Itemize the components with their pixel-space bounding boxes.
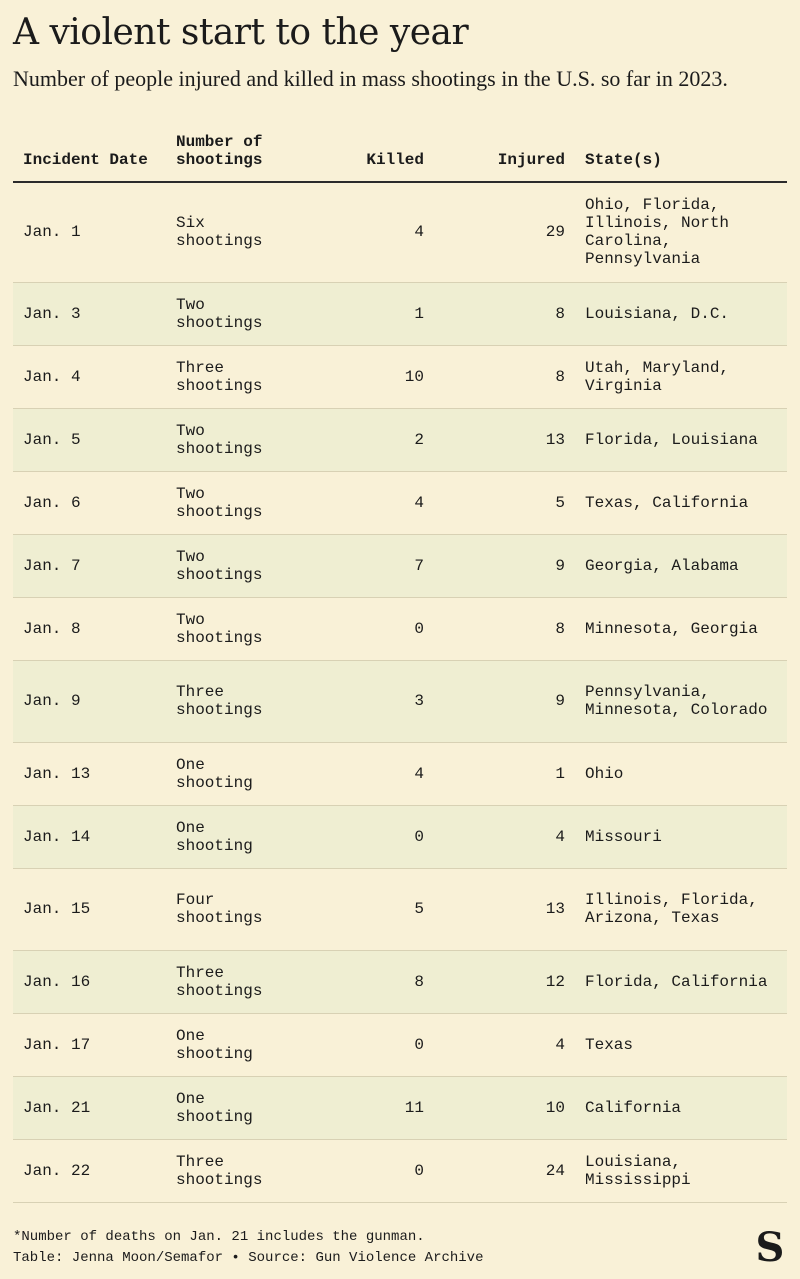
injured-cell: 4	[434, 1013, 575, 1076]
incident-date-cell: Jan. 15	[13, 868, 166, 950]
killed-cell: 0	[300, 1139, 434, 1202]
killed-cell: 4	[300, 742, 434, 805]
injured-cell: 10	[434, 1076, 575, 1139]
shootings-cell: Three shootings	[166, 660, 300, 742]
killed-cell: 0	[300, 597, 434, 660]
injured-cell: 8	[434, 282, 575, 345]
killed-cell: 10	[300, 345, 434, 408]
header-states: State(s)	[575, 120, 787, 182]
killed-cell: 8	[300, 950, 434, 1013]
incident-date-cell: Jan. 5	[13, 408, 166, 471]
killed-cell: 0	[300, 1013, 434, 1076]
injured-cell: 29	[434, 182, 575, 282]
table-row	[13, 1013, 787, 1076]
chart-subtitle: Number of people injured and killed in mass shootings in the U.S. so far in 2023.	[13, 66, 728, 91]
shootings-cell: Three shootings	[166, 1139, 300, 1202]
injured-cell: 4	[434, 805, 575, 868]
table-row	[13, 868, 787, 950]
table-row	[13, 805, 787, 868]
shootings-cell: One shooting	[166, 805, 300, 868]
states-cell: Ohio	[575, 742, 787, 805]
table-row	[13, 1139, 787, 1202]
killed-cell: 0	[300, 805, 434, 868]
incident-date-cell: Jan. 22	[13, 1139, 166, 1202]
shootings-cell: Six shootings	[166, 182, 300, 282]
shootings-cell: One shooting	[166, 1013, 300, 1076]
shootings-cell: One shooting	[166, 1076, 300, 1139]
incident-date-cell: Jan. 3	[13, 282, 166, 345]
incident-date-cell: Jan. 14	[13, 805, 166, 868]
table-row	[13, 1076, 787, 1139]
incident-date-cell: Jan. 7	[13, 534, 166, 597]
semafor-logo	[752, 1228, 788, 1264]
incident-date-cell: Jan. 17	[13, 1013, 166, 1076]
states-cell: Texas	[575, 1013, 787, 1076]
states-cell: Florida, Louisiana	[575, 408, 787, 471]
header-killed: Killed	[300, 120, 434, 182]
incident-date-cell: Jan. 4	[13, 345, 166, 408]
states-cell: Louisiana, D.C.	[575, 282, 787, 345]
table-row	[13, 534, 787, 597]
states-cell: Missouri	[575, 805, 787, 868]
shootings-cell: Two shootings	[166, 282, 300, 345]
table-row	[13, 471, 787, 534]
injured-cell: 9	[434, 660, 575, 742]
killed-cell: 11	[300, 1076, 434, 1139]
shootings-cell: Two shootings	[166, 597, 300, 660]
table-row	[13, 282, 787, 345]
table-body	[13, 182, 787, 1202]
injured-cell: 12	[434, 950, 575, 1013]
injured-cell: 8	[434, 345, 575, 408]
killed-cell: 1	[300, 282, 434, 345]
killed-cell: 3	[300, 660, 434, 742]
injured-cell: 9	[434, 534, 575, 597]
shootings-cell: Three shootings	[166, 345, 300, 408]
shootings-cell: One shooting	[166, 742, 300, 805]
killed-cell: 5	[300, 868, 434, 950]
incident-date-cell: Jan. 9	[13, 660, 166, 742]
table-header-row	[13, 120, 787, 182]
states-cell: California	[575, 1076, 787, 1139]
states-cell: Louisiana, Mississippi	[575, 1139, 787, 1202]
injured-cell: 8	[434, 597, 575, 660]
table-row	[13, 950, 787, 1013]
table-row	[13, 345, 787, 408]
incident-date-cell: Jan. 16	[13, 950, 166, 1013]
shootings-cell: Two shootings	[166, 471, 300, 534]
footnote: *Number of deaths on Jan. 21 includes the gunman.	[13, 1229, 425, 1245]
table-row	[13, 660, 787, 742]
shootings-table	[13, 120, 787, 1203]
injured-cell: 1	[434, 742, 575, 805]
states-cell: Utah, Maryland, Virginia	[575, 345, 787, 408]
header-number-of-shootings: Number of shootings	[166, 120, 300, 182]
header-incident-date: Incident Date	[13, 120, 166, 182]
table-row	[13, 742, 787, 805]
states-cell: Minnesota, Georgia	[575, 597, 787, 660]
shootings-cell: Three shootings	[166, 950, 300, 1013]
injured-cell: 5	[434, 471, 575, 534]
credit-line: Table: Jenna Moon/Semafor • Source: Gun Violence Archive	[13, 1250, 484, 1266]
shootings-cell: Four shootings	[166, 868, 300, 950]
incident-date-cell: Jan. 6	[13, 471, 166, 534]
killed-cell: 4	[300, 471, 434, 534]
states-cell: Ohio, Florida, Illinois, North Carolina, Pennsylvania	[575, 182, 787, 282]
states-cell: Florida, California	[575, 950, 787, 1013]
header-injured: Injured	[434, 120, 575, 182]
shootings-cell: Two shootings	[166, 534, 300, 597]
table-row	[13, 597, 787, 660]
killed-cell: 2	[300, 408, 434, 471]
killed-cell: 4	[300, 182, 434, 282]
injured-cell: 13	[434, 868, 575, 950]
states-cell: Illinois, Florida, Arizona, Texas	[575, 868, 787, 950]
states-cell: Georgia, Alabama	[575, 534, 787, 597]
incident-date-cell: Jan. 21	[13, 1076, 166, 1139]
chart-title: A violent start to the year	[13, 12, 469, 53]
states-cell: Texas, California	[575, 471, 787, 534]
injured-cell: 24	[434, 1139, 575, 1202]
table-row	[13, 408, 787, 471]
killed-cell: 7	[300, 534, 434, 597]
incident-date-cell: Jan. 8	[13, 597, 166, 660]
notes	[13, 1227, 483, 1269]
injured-cell: 13	[434, 408, 575, 471]
logo-letter: S	[755, 1228, 785, 1264]
shootings-cell: Two shootings	[166, 408, 300, 471]
incident-date-cell: Jan. 1	[13, 182, 166, 282]
table-row	[13, 182, 787, 282]
incident-date-cell: Jan. 13	[13, 742, 166, 805]
states-cell: Pennsylvania, Minnesota, Colorado	[575, 660, 787, 742]
